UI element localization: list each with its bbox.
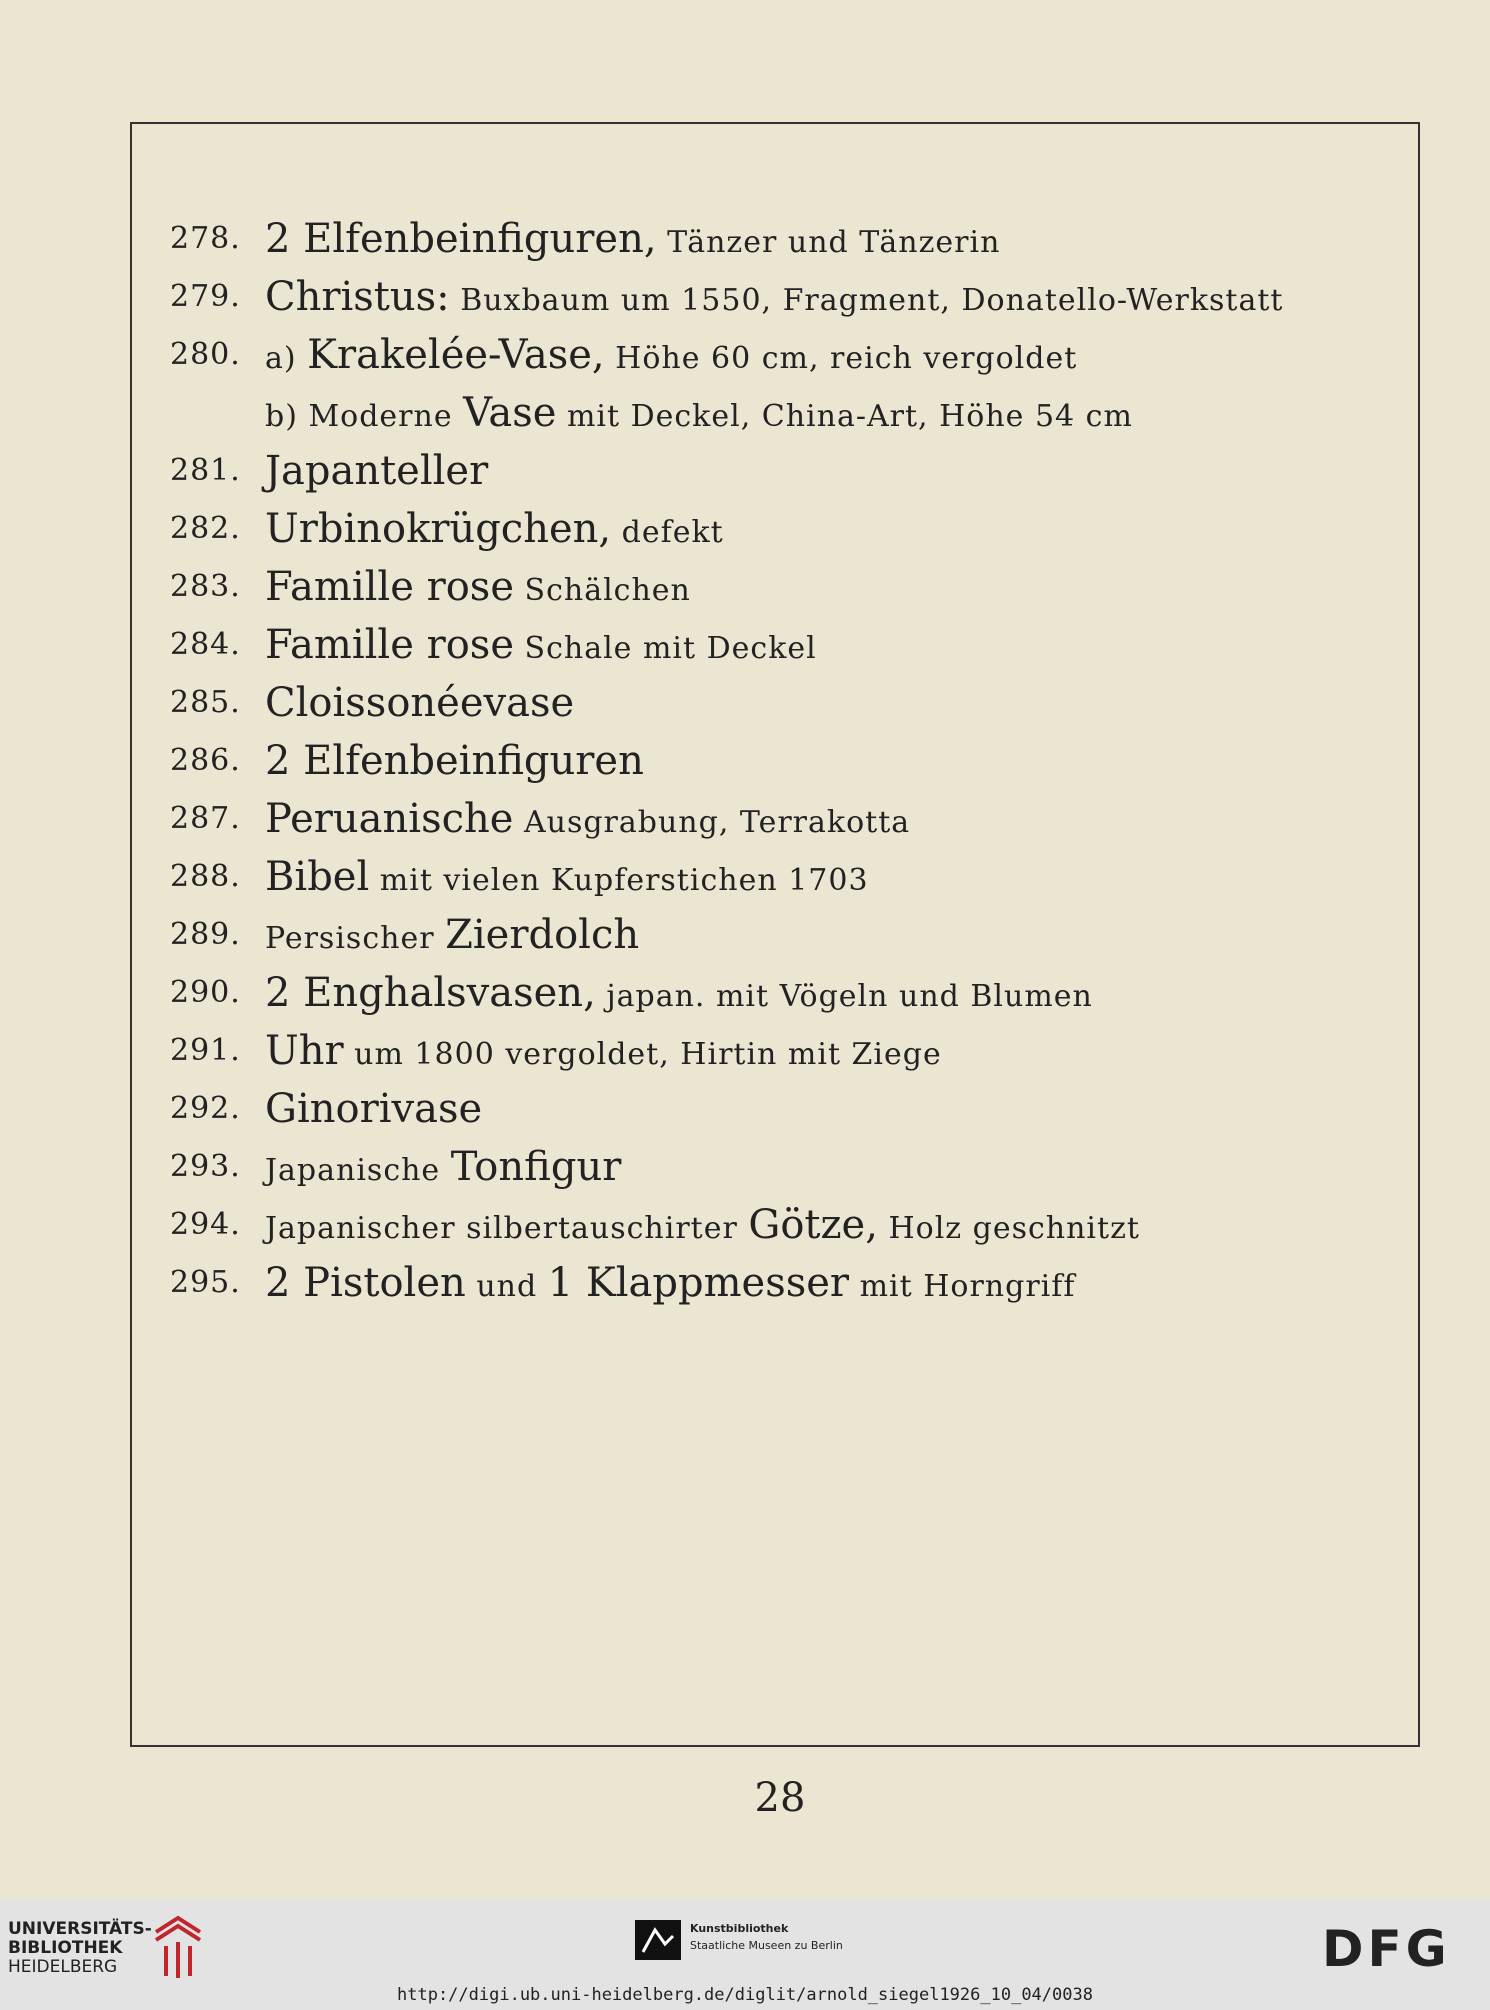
entry-text-segment: Schälchen [513,573,691,608]
entry-text-segment: 2 Elfenbeinfiguren [265,738,644,784]
entry-description [265,848,869,914]
entry-text-segment: mit Deckel, China-Art, Höhe 54 cm [556,399,1133,434]
entry-description [265,964,1093,1030]
catalog-entry [170,674,1370,732]
entry-number: 290. [170,975,241,1010]
entry-text-segment: Buxbaum um 1550, Fragment, Donatello-Werkstatt [449,283,1284,318]
entry-description [265,732,644,798]
entry-text-segment: a) [265,341,308,376]
entry-text-segment: Götze, [748,1202,878,1248]
catalog-entry [170,1254,1370,1312]
entry-description [265,906,639,972]
entry-text-segment: Tänzer und Tänzerin [656,225,1001,260]
entry-description [265,1196,1140,1262]
entry-text-segment: 2 Pistolen [265,1260,466,1306]
entry-text-segment: Ginorivase [265,1086,483,1132]
entry-text-segment: Famille rose [265,622,514,668]
kb-title: Kunstbibliothek [690,1922,789,1935]
entry-text-segment: b) Moderne [265,399,464,434]
ub-heidelberg-label[interactable] [8,1920,152,1977]
entry-description [265,674,574,740]
footer-bar [0,1900,1490,2010]
entry-text-segment: 2 Enghalsvasen, [265,970,596,1016]
entry-description [265,558,691,624]
page-number: 28 [754,1775,806,1821]
entry-text-segment: Christus: [265,274,450,320]
dfg-logo[interactable]: DFG [1322,1920,1451,1978]
catalog-entry [170,848,1370,906]
entry-text-segment: defekt [611,515,724,550]
kunstbibliothek-logo-icon[interactable] [635,1920,681,1960]
catalog-entry [170,1022,1370,1080]
entry-number: 279. [170,279,241,314]
kunstbibliothek-label[interactable] [690,1920,843,1954]
entry-text-segment: Schale mit Deckel [513,631,817,666]
entry-text-segment: japan. mit Vögeln und Blumen [595,979,1093,1014]
source-url-link[interactable]: http://digi.ub.uni-heidelberg.de/diglit/arnold_siegel1926_10_04/0038 [397,1985,1093,2005]
ub-line-3: HEIDELBERG [8,1957,118,1977]
entry-description [265,1080,482,1146]
entry-text-segment: Urbinokrügchen, [265,506,612,552]
entry-text-segment: Holz geschnitzt [877,1211,1140,1246]
entry-number: 278. [170,221,241,256]
entry-text-segment: Japanteller [265,448,489,494]
entry-text-segment: 1 Klappmesser [547,1260,850,1306]
catalog-entry [170,268,1370,326]
catalog-entry [170,906,1370,964]
entry-text-segment: Vase [463,390,557,436]
entry-description [265,326,1077,392]
catalog-entry [170,1196,1370,1254]
entry-text-segment: mit vielen Kupferstichen 1703 [369,863,869,898]
entry-text-segment: Höhe 60 cm, reich vergoldet [604,341,1078,376]
ub-heidelberg-logo-icon[interactable] [148,1912,206,1982]
entry-text-segment: Persischer [265,921,446,956]
entry-text-segment: Zierdolch [445,912,640,958]
entry-description [265,384,1133,450]
entry-description [265,1022,942,1088]
entry-number: 283. [170,569,241,604]
entry-text-segment: Famille rose [265,564,514,610]
entry-text-segment: Cloissonéevase [265,680,575,726]
entry-description [265,442,488,508]
entry-text-segment: Japanische [265,1153,451,1188]
catalog-entry [170,616,1370,674]
entry-text-segment: Ausgrabung, Terrakotta [513,805,911,840]
catalog-entry [170,1138,1370,1196]
entry-number: 295. [170,1265,241,1300]
entry-text-segment: 2 Elfenbeinfiguren, [265,216,657,262]
ub-line-2: BIBLIOTHEK [8,1938,123,1958]
catalog-entry [170,1080,1370,1138]
catalog-entry [170,790,1370,848]
entry-number: 289. [170,917,241,952]
entry-text-segment: Bibel [265,854,370,900]
catalog-entry [170,210,1370,268]
entry-description [265,1138,621,1204]
ub-line-1: UNIVERSITÄTS- [8,1919,152,1939]
catalog-entry [170,442,1370,500]
entry-description [265,790,910,856]
entry-text-segment: Japanischer silbertauschirter [265,1211,749,1246]
entry-description [265,500,724,566]
entry-text-segment: Peruanische [265,796,514,842]
entry-number: 280. [170,337,241,372]
catalog-entry [170,558,1370,616]
entry-number: 285. [170,685,241,720]
entry-text-segment: Tonfigur [450,1144,622,1190]
entry-number: 282. [170,511,241,546]
entry-number: 281. [170,453,241,488]
entry-text-segment: um 1800 vergoldet, Hirtin mit Ziege [343,1037,942,1072]
entry-number: 293. [170,1149,241,1184]
entry-description [265,616,817,682]
entry-number: 288. [170,859,241,894]
entry-number: 291. [170,1033,241,1068]
entry-description [265,268,1283,334]
entry-description [265,210,1000,276]
catalog-entry [170,732,1370,790]
entry-number: 286. [170,743,241,778]
catalog-entry [170,384,1370,442]
entry-number: 294. [170,1207,241,1242]
entry-description [265,1254,1075,1320]
entry-text-segment: Krakelée-Vase, [307,332,605,378]
kb-subtitle: Staatliche Museen zu Berlin [690,1939,843,1952]
catalog-entry [170,964,1370,1022]
entry-text-segment: Uhr [265,1028,344,1074]
entry-text-segment: mit Horngriff [849,1269,1076,1304]
catalog-entry [170,326,1370,384]
entry-number: 292. [170,1091,241,1126]
catalog-entry [170,500,1370,558]
entry-number: 287. [170,801,241,836]
entry-number: 284. [170,627,241,662]
entry-text-segment: und [465,1269,548,1304]
catalog-list [170,210,1370,1312]
